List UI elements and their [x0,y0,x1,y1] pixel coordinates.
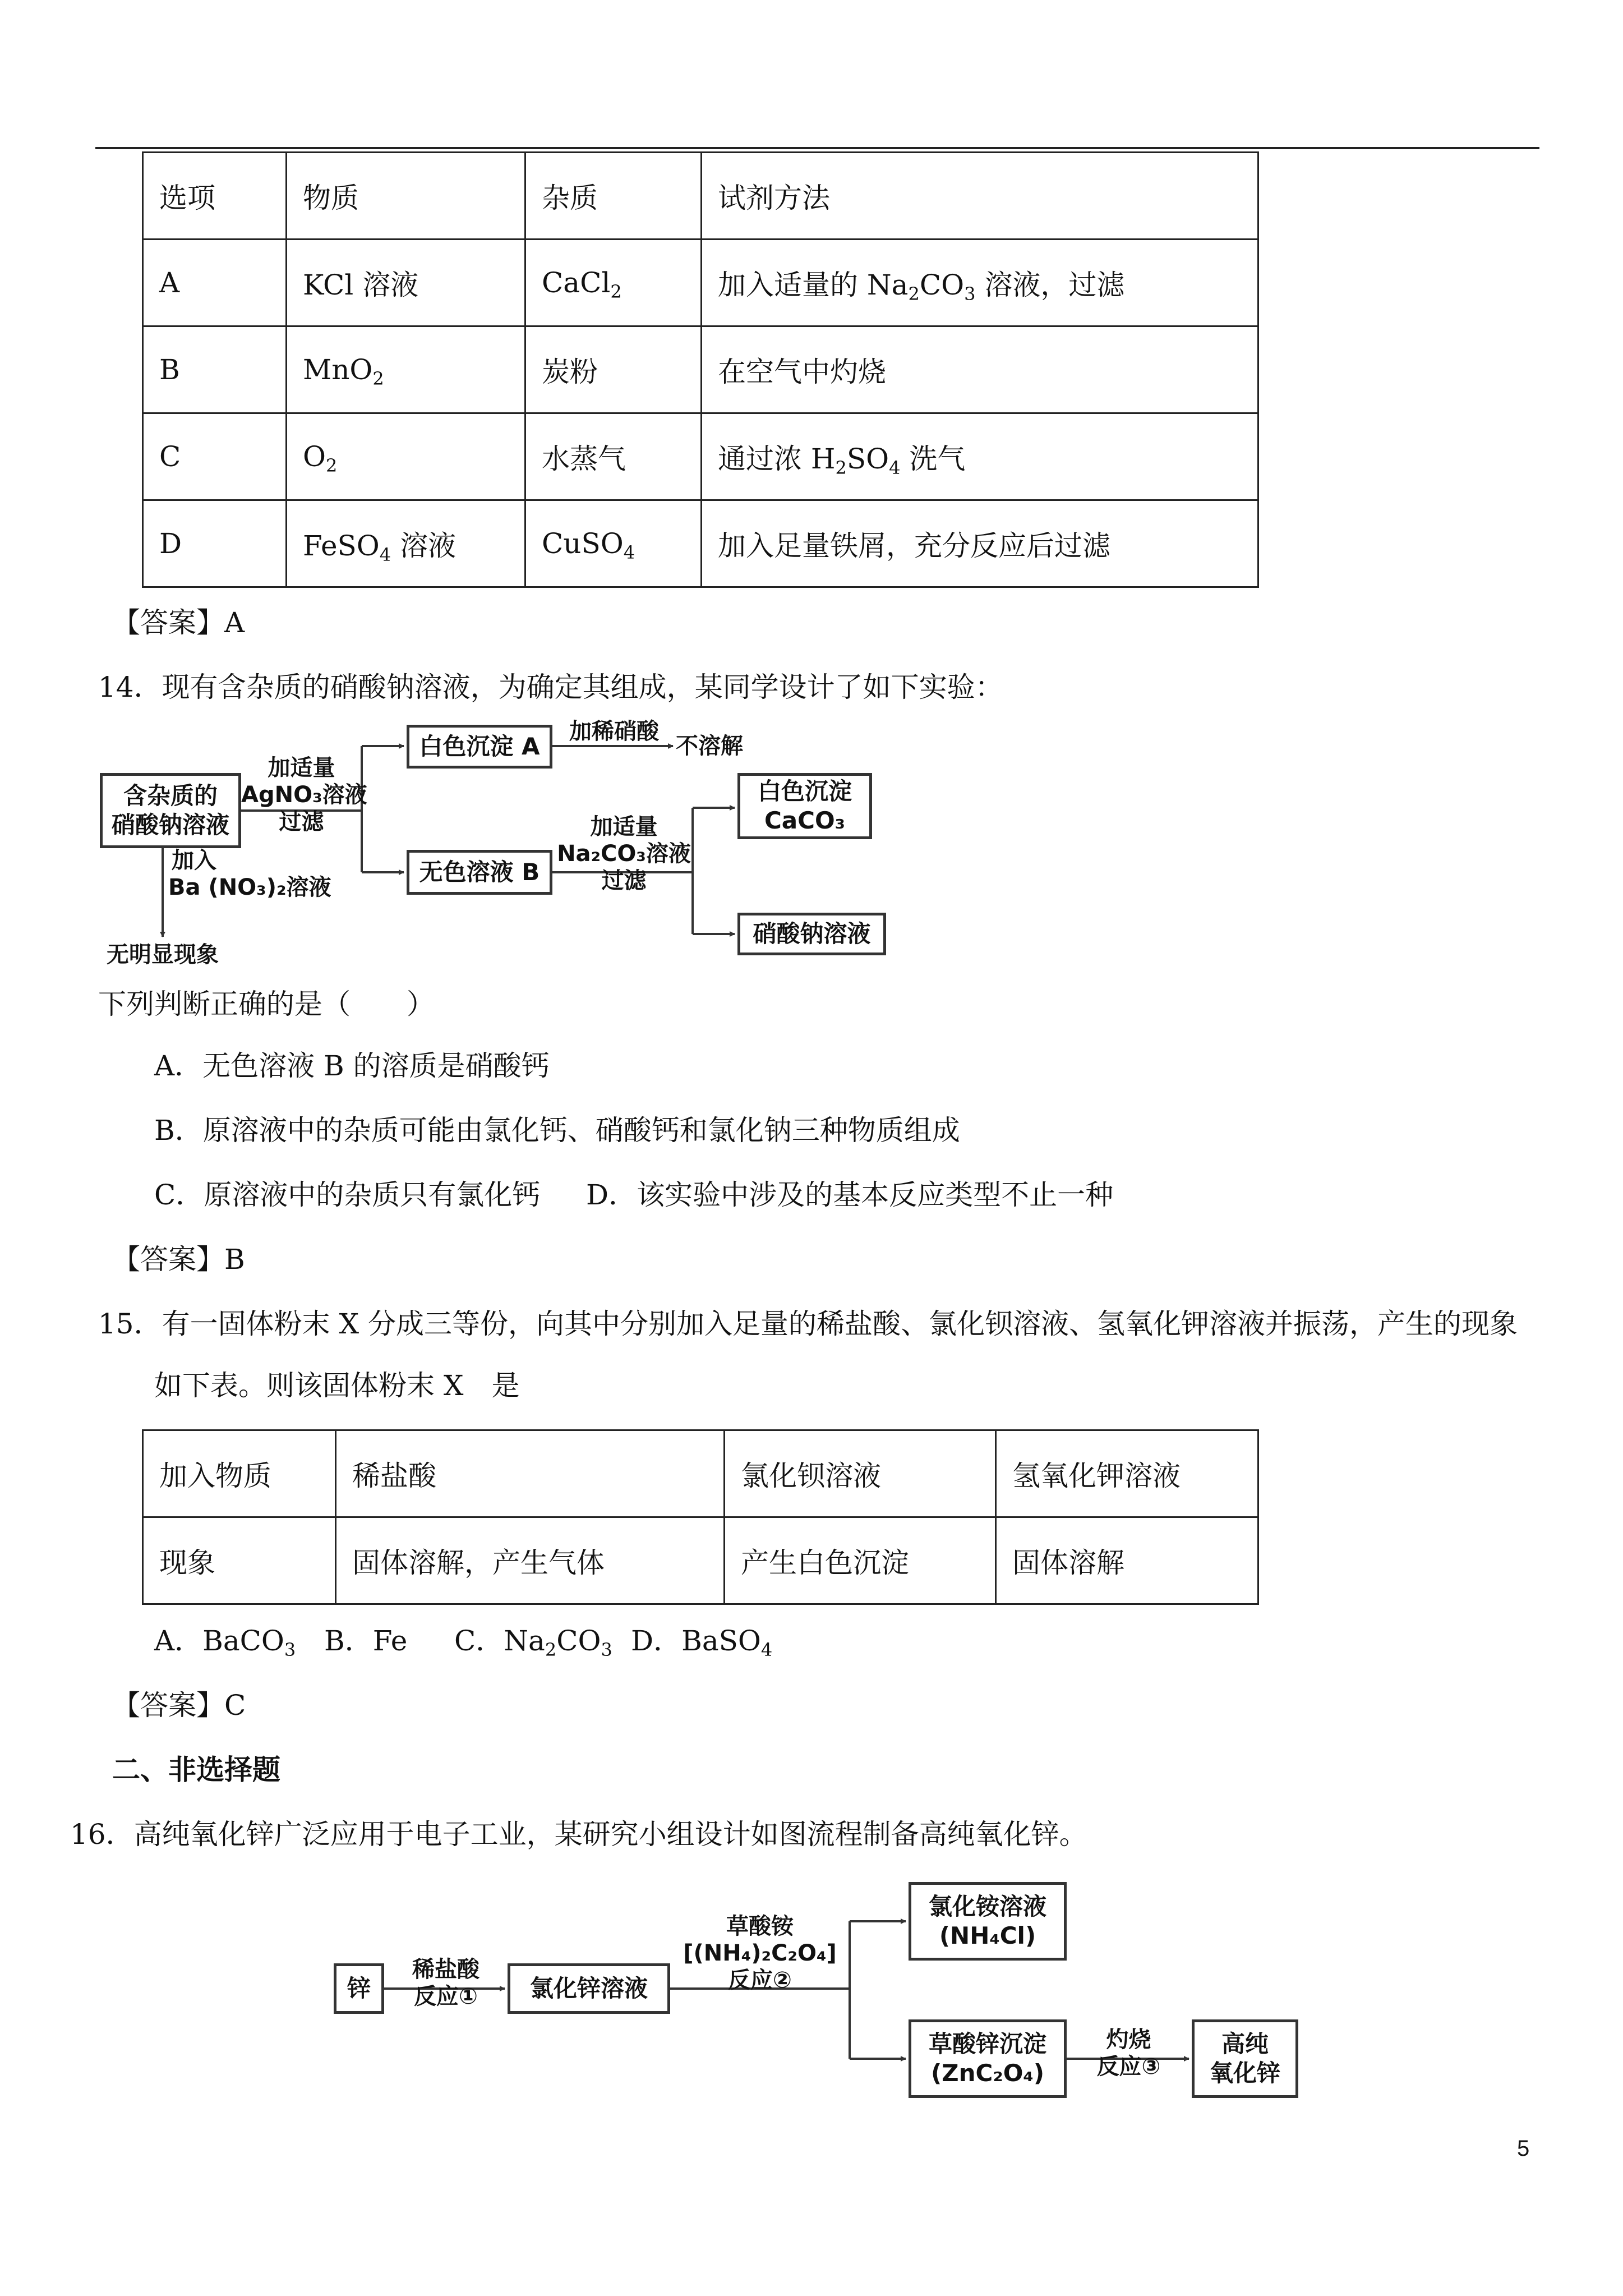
table-cell: 氢氧化钾溶液 [996,1430,1258,1517]
q15-answer: 【答案】C [112,1689,246,1722]
add-na2co3-label: 加适量 Na₂CO₃溶液 过滤 [557,814,691,894]
method-cell: 通过浓 $H_2SO_4$ 洗气 [702,413,1258,500]
reaction-1-label: 稀盐酸 反应① [412,1957,479,2009]
method-cell: 加入足量铁屑，充分反应后过滤 [702,500,1258,587]
q15-option-a: A．BaCO$_3$ [154,1625,296,1660]
q15-stem-line1: 15．有一固体粉末 X 分成三等份，向其中分别加入足量的稀盐酸、氯化钡溶液、氢氧化钾溶液并振荡，产生的现象 [98,1308,1518,1340]
table-cell: 氯化钡溶液 [725,1430,996,1517]
table-cell: 现象 [143,1517,336,1604]
substance-cell: KCl 溶液 [287,240,525,326]
add-nitric-acid-label: 加稀硝酸 [569,719,659,744]
table-cell: 固体溶解，产生气体 [336,1517,725,1604]
option-cell: A [143,240,287,326]
substance-cell: $O_2$ [287,413,525,500]
q15-option-b: B．Fe [324,1625,408,1657]
table-header-cell: 杂质 [525,153,702,240]
q16-stem: 16．高纯氧化锌广泛应用于电子工业，某研究小组设计如图流程制备高纯氧化锌。 [70,1818,1087,1851]
q14-option-c: C．原溶液中的杂质只有氯化钙 [154,1179,541,1211]
q15-option-c: C．$Na_2CO_3$ [454,1625,612,1660]
q14-option-a: A．无色溶液 B 的溶质是硝酸钙 [154,1050,550,1082]
zinc-chloride-box: 氯化锌溶液 [508,1963,670,2014]
white-precipitate-a-box: 白色沉淀 A [407,725,552,769]
q15-option-d: D．BaSO$_4$ [631,1625,773,1660]
impurity-cell: CuSO$_4$ [525,500,702,587]
insoluble-label: 不溶解 [676,733,743,759]
colorless-solution-b-box: 无色溶液 B [407,850,552,895]
q15-stem-line2: 如下表。则该固体粉末 X 是 [154,1369,520,1402]
page-number: 5 [1517,2136,1530,2161]
impure-nano3-box: 含杂质的 硝酸钠溶液 [100,773,241,848]
zinc-oxalate-box: 草酸锌沉淀 (ZnC₂O₄) [909,2019,1067,2098]
substance-cell: FeSO$_4$ 溶液 [287,500,525,587]
q14-answer: 【答案】B [112,1243,245,1276]
add-agno3-label: 加适量 AgNO₃溶液 过滤 [241,755,367,835]
impurity-cell: 炭粉 [525,326,702,413]
table-cell: 固体溶解 [996,1517,1258,1604]
answer-13: 【答案】A [112,606,245,639]
q14-stem: 14．现有含杂质的硝酸钠溶液，为确定其组成，某同学设计了如下实验： [98,671,1003,703]
option-cell: C [143,413,287,500]
table-header-cell: 选项 [143,153,287,240]
substance-cell: MnO$_2$ [287,326,525,413]
reaction-2-label: 草酸铵 [(NH₄)₂C₂O₄] 反应② [683,1913,837,1993]
method-cell: 加入适量的 $Na_2CO_3$ 溶液，过滤 [702,240,1258,326]
reaction-3-label: 灼烧 反应③ [1096,2027,1161,2079]
q14-option-b: B．原溶液中的杂质可能由氯化钙、硝酸钙和氯化钠三种物质组成 [154,1114,960,1147]
table-cell: 产生白色沉淀 [725,1517,996,1604]
option-cell: B [143,326,287,413]
table-header-cell: 物质 [287,153,525,240]
nano3-solution-box: 硝酸钠溶液 [737,913,886,955]
q14-option-d: D．该实验中涉及的基本反应类型不止一种 [586,1179,1114,1211]
zinc-box: 锌 [334,1963,384,2014]
section-heading: 二、非选择题 [112,1753,280,1786]
table-header-cell: 试剂方法 [702,153,1258,240]
add-ba-nitrate-label: 加入 Ba (NO₃)₂溶液 [168,848,331,900]
high-purity-zno-box: 高纯 氧化锌 [1192,2019,1298,2098]
table-cell: 加入物质 [143,1430,336,1517]
no-change-label: 无明显现象 [107,942,219,968]
impurity-cell: 水蒸气 [525,413,702,500]
ammonium-chloride-box: 氯化铵溶液 (NH₄Cl) [909,1882,1067,1961]
method-cell: 在空气中灼烧 [702,326,1258,413]
option-cell: D [143,500,287,587]
caco3-precipitate-box: 白色沉淀 CaCO₃ [737,773,872,839]
q14-question: 下列判断正确的是（ ） [98,988,435,1020]
impurity-cell: CaCl$_2$ [525,240,702,326]
table-cell: 稀盐酸 [336,1430,725,1517]
